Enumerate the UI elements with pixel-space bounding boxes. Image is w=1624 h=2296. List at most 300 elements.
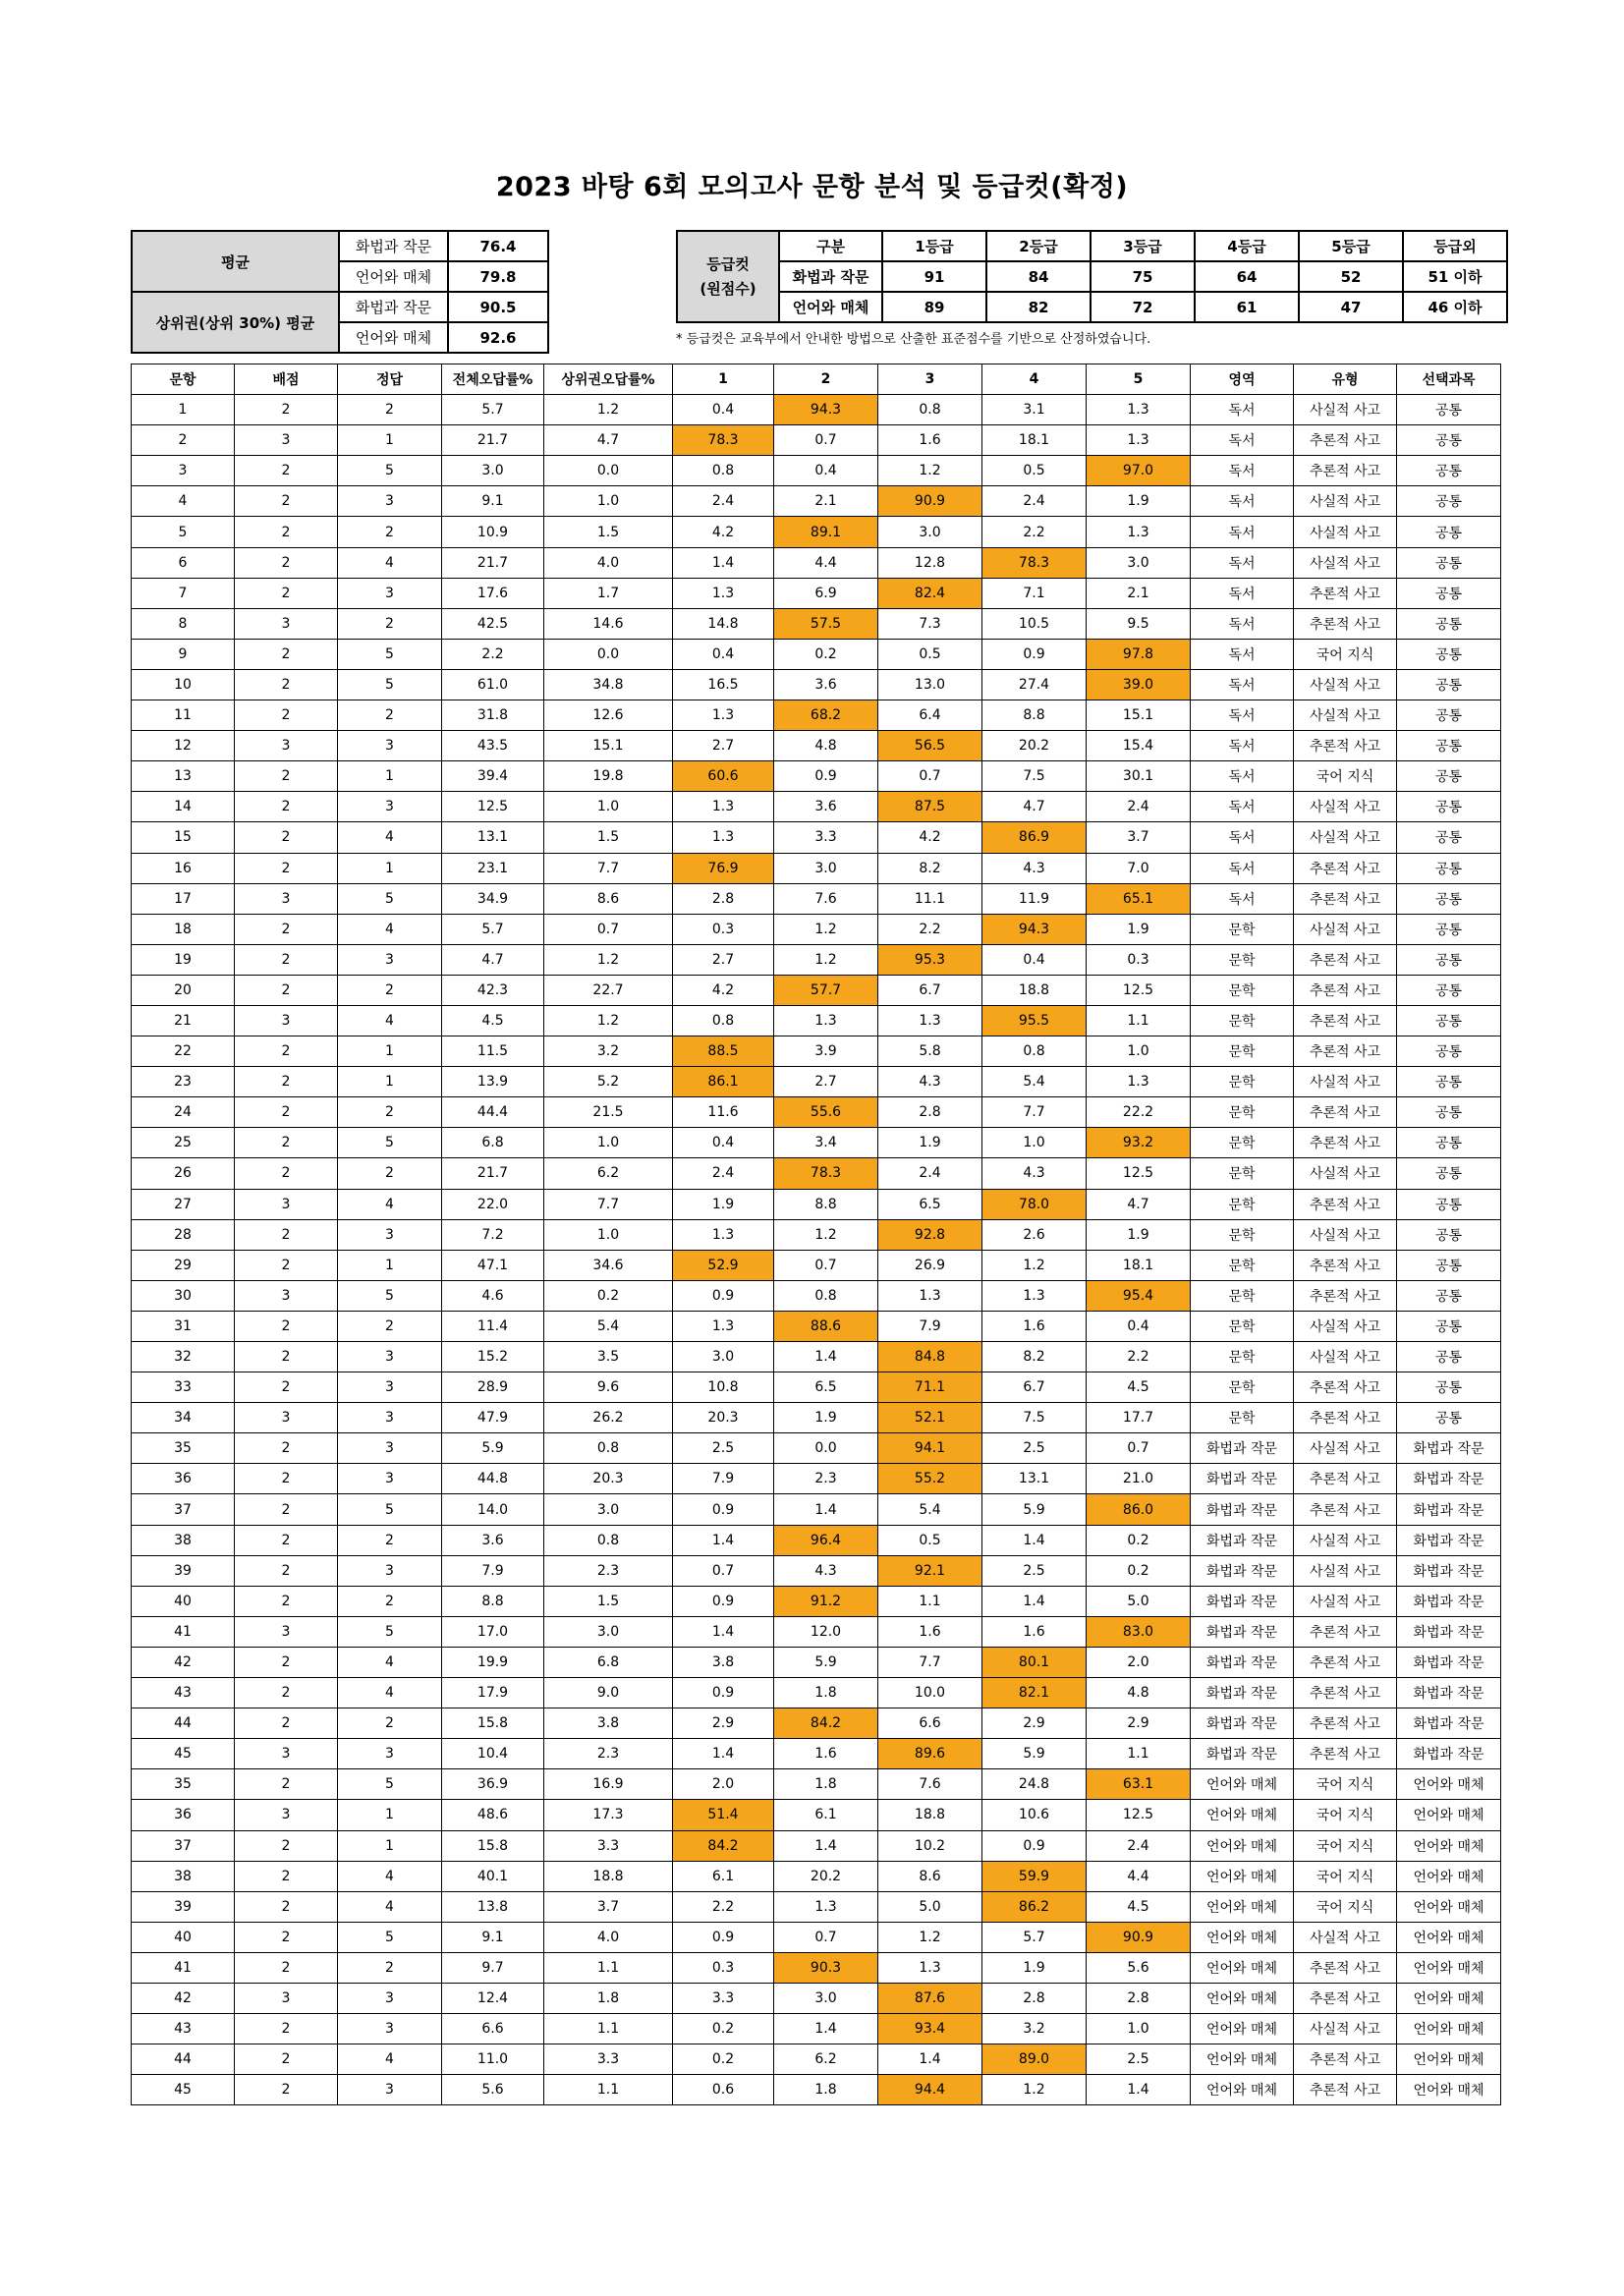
type: 추론적 사고 bbox=[1294, 1403, 1397, 1433]
choice-1-rate: 88.5 bbox=[673, 1036, 774, 1067]
total-wrong-rate: 44.4 bbox=[442, 1097, 544, 1128]
points: 2 bbox=[235, 1952, 338, 1983]
choice-5-rate: 12.5 bbox=[1087, 1800, 1191, 1830]
choice-2-rate: 1.2 bbox=[774, 1219, 878, 1250]
choice-5-rate: 3.7 bbox=[1087, 822, 1191, 853]
total-wrong-rate: 22.0 bbox=[442, 1189, 544, 1219]
choice-4-rate: 2.8 bbox=[982, 1983, 1087, 2013]
choice-3-rate: 10.0 bbox=[878, 1678, 982, 1708]
elective: 화법과 작문 bbox=[1397, 1494, 1501, 1525]
grade-cut-table bbox=[676, 230, 1508, 323]
total-wrong-rate: 21.7 bbox=[442, 547, 544, 578]
top-wrong-rate: 1.0 bbox=[544, 486, 673, 517]
total-wrong-rate: 15.8 bbox=[442, 1830, 544, 1861]
choice-1-rate: 1.4 bbox=[673, 1616, 774, 1647]
type: 국어 지식 bbox=[1294, 1891, 1397, 1922]
top-wrong-rate: 1.5 bbox=[544, 1586, 673, 1616]
elective: 언어와 매체 bbox=[1397, 2075, 1501, 2105]
question-number: 32 bbox=[132, 1342, 235, 1372]
choice-1-rate: 14.8 bbox=[673, 608, 774, 639]
table-row bbox=[132, 1678, 1501, 1708]
choice-5-rate: 12.5 bbox=[1087, 1158, 1191, 1189]
question-number: 33 bbox=[132, 1372, 235, 1403]
top-wrong-rate: 1.5 bbox=[544, 822, 673, 853]
choice-4-rate: 86.9 bbox=[982, 822, 1087, 853]
choice-1-rate: 4.2 bbox=[673, 517, 774, 547]
choice-1-rate: 3.8 bbox=[673, 1647, 774, 1677]
area: 독서 bbox=[1191, 486, 1294, 517]
choice-1-rate: 1.3 bbox=[673, 792, 774, 822]
choice-4-rate: 78.0 bbox=[982, 1189, 1087, 1219]
table-row bbox=[132, 1983, 1501, 2013]
choice-4-rate: 18.1 bbox=[982, 425, 1087, 456]
choice-1-rate: 7.9 bbox=[673, 1464, 774, 1494]
elective: 공통 bbox=[1397, 822, 1501, 853]
choice-2-rate: 3.4 bbox=[774, 1128, 878, 1158]
choice-2-rate: 1.8 bbox=[774, 2075, 878, 2105]
elective: 공통 bbox=[1397, 1097, 1501, 1128]
choice-2-rate: 1.6 bbox=[774, 1739, 878, 1769]
points: 2 bbox=[235, 2075, 338, 2105]
type: 추론적 사고 bbox=[1294, 456, 1397, 486]
choice-3-rate: 3.0 bbox=[878, 517, 982, 547]
total-wrong-rate: 36.9 bbox=[442, 1769, 544, 1800]
choice-1-rate: 1.3 bbox=[673, 822, 774, 853]
choice-1-rate: 2.7 bbox=[673, 944, 774, 975]
choice-3-rate: 11.1 bbox=[878, 883, 982, 914]
choice-3-rate: 1.2 bbox=[878, 456, 982, 486]
answer: 1 bbox=[338, 761, 442, 792]
area: 독서 bbox=[1191, 578, 1294, 608]
points: 3 bbox=[235, 1005, 338, 1036]
choice-3-rate: 1.3 bbox=[878, 1280, 982, 1311]
grade-cut-score: 47 bbox=[1299, 292, 1403, 322]
type: 사실적 사고 bbox=[1294, 792, 1397, 822]
total-wrong-rate: 5.6 bbox=[442, 2075, 544, 2105]
choice-1-rate: 2.4 bbox=[673, 486, 774, 517]
choice-2-rate: 1.4 bbox=[774, 1830, 878, 1861]
type: 사실적 사고 bbox=[1294, 914, 1397, 944]
choice-2-rate: 0.7 bbox=[774, 425, 878, 456]
elective: 화법과 작문 bbox=[1397, 1464, 1501, 1494]
question-number: 28 bbox=[132, 1219, 235, 1250]
answer: 4 bbox=[338, 1678, 442, 1708]
choice-1-rate: 0.9 bbox=[673, 1494, 774, 1525]
type: 추론적 사고 bbox=[1294, 1189, 1397, 1219]
choice-4-rate: 1.0 bbox=[982, 1128, 1087, 1158]
choice-1-rate: 78.3 bbox=[673, 425, 774, 456]
top-average-value: 92.6 bbox=[448, 322, 548, 353]
choice-4-rate: 1.3 bbox=[982, 1280, 1087, 1311]
type: 사실적 사고 bbox=[1294, 1158, 1397, 1189]
choice-2-rate: 89.1 bbox=[774, 517, 878, 547]
answer: 4 bbox=[338, 1189, 442, 1219]
area: 화법과 작문 bbox=[1191, 1708, 1294, 1739]
question-number: 11 bbox=[132, 700, 235, 731]
points: 2 bbox=[235, 1158, 338, 1189]
table-row bbox=[132, 1097, 1501, 1128]
total-wrong-rate: 3.0 bbox=[442, 456, 544, 486]
table-row bbox=[132, 547, 1501, 578]
total-wrong-rate: 13.1 bbox=[442, 822, 544, 853]
choice-5-rate: 1.9 bbox=[1087, 914, 1191, 944]
elective: 언어와 매체 bbox=[1397, 1830, 1501, 1861]
choice-3-rate: 18.8 bbox=[878, 1800, 982, 1830]
choice-4-rate: 13.1 bbox=[982, 1464, 1087, 1494]
table-row bbox=[132, 822, 1501, 853]
total-wrong-rate: 42.3 bbox=[442, 975, 544, 1005]
type: 사실적 사고 bbox=[1294, 2014, 1397, 2044]
answer: 3 bbox=[338, 1983, 442, 2013]
choice-3-rate: 90.9 bbox=[878, 486, 982, 517]
question-number: 23 bbox=[132, 1067, 235, 1097]
table-row bbox=[132, 944, 1501, 975]
points: 2 bbox=[235, 1586, 338, 1616]
choice-2-rate: 12.0 bbox=[774, 1616, 878, 1647]
total-wrong-rate: 12.4 bbox=[442, 1983, 544, 2013]
table-row bbox=[132, 1739, 1501, 1769]
question-number: 5 bbox=[132, 517, 235, 547]
choice-3-rate: 0.5 bbox=[878, 639, 982, 669]
grade-cut-label bbox=[677, 231, 779, 322]
question-number: 44 bbox=[132, 1708, 235, 1739]
question-number: 29 bbox=[132, 1250, 235, 1280]
top-wrong-rate: 0.8 bbox=[544, 1525, 673, 1555]
points: 3 bbox=[235, 1983, 338, 2013]
top-wrong-rate: 14.6 bbox=[544, 608, 673, 639]
top-wrong-rate: 3.0 bbox=[544, 1494, 673, 1525]
choice-3-rate: 1.6 bbox=[878, 425, 982, 456]
total-wrong-rate: 39.4 bbox=[442, 761, 544, 792]
choice-2-rate: 5.9 bbox=[774, 1647, 878, 1677]
question-number: 6 bbox=[132, 547, 235, 578]
area: 독서 bbox=[1191, 395, 1294, 425]
choice-2-rate: 6.1 bbox=[774, 1800, 878, 1830]
type: 사실적 사고 bbox=[1294, 1433, 1397, 1464]
points: 2 bbox=[235, 1219, 338, 1250]
points: 3 bbox=[235, 1739, 338, 1769]
type: 추론적 사고 bbox=[1294, 1280, 1397, 1311]
total-wrong-rate: 9.1 bbox=[442, 486, 544, 517]
area: 독서 bbox=[1191, 761, 1294, 792]
choice-1-rate: 0.4 bbox=[673, 639, 774, 669]
question-number: 41 bbox=[132, 1952, 235, 1983]
question-number: 20 bbox=[132, 975, 235, 1005]
type: 사실적 사고 bbox=[1294, 1067, 1397, 1097]
choice-5-rate: 1.1 bbox=[1087, 1739, 1191, 1769]
choice-4-rate: 94.3 bbox=[982, 914, 1087, 944]
choice-2-rate: 3.6 bbox=[774, 669, 878, 700]
choice-3-rate: 6.7 bbox=[878, 975, 982, 1005]
choice-3-rate: 6.6 bbox=[878, 1708, 982, 1739]
total-wrong-rate: 12.5 bbox=[442, 792, 544, 822]
answer: 2 bbox=[338, 1586, 442, 1616]
total-wrong-rate: 40.1 bbox=[442, 1861, 544, 1891]
table-row bbox=[132, 1219, 1501, 1250]
question-number: 8 bbox=[132, 608, 235, 639]
top-wrong-rate: 4.0 bbox=[544, 1922, 673, 1952]
type: 국어 지식 bbox=[1294, 1800, 1397, 1830]
area: 독서 bbox=[1191, 517, 1294, 547]
choice-2-rate: 0.0 bbox=[774, 1433, 878, 1464]
choice-5-rate: 65.1 bbox=[1087, 883, 1191, 914]
grade-cut-header: 3등급 bbox=[1091, 231, 1195, 261]
choice-5-rate: 5.6 bbox=[1087, 1952, 1191, 1983]
points: 2 bbox=[235, 1647, 338, 1677]
choice-1-rate: 2.8 bbox=[673, 883, 774, 914]
choice-2-rate: 2.7 bbox=[774, 1067, 878, 1097]
type: 추론적 사고 bbox=[1294, 1097, 1397, 1128]
points: 2 bbox=[235, 669, 338, 700]
choice-1-rate: 1.4 bbox=[673, 1739, 774, 1769]
total-wrong-rate: 61.0 bbox=[442, 669, 544, 700]
points: 2 bbox=[235, 1922, 338, 1952]
area: 문학 bbox=[1191, 914, 1294, 944]
average-subject: 화법과 작문 bbox=[339, 231, 448, 261]
top-wrong-rate: 1.1 bbox=[544, 2075, 673, 2105]
area: 언어와 매체 bbox=[1191, 1769, 1294, 1800]
choice-2-rate: 4.3 bbox=[774, 1555, 878, 1586]
area: 언어와 매체 bbox=[1191, 1800, 1294, 1830]
type: 사실적 사고 bbox=[1294, 1922, 1397, 1952]
choice-2-rate: 1.3 bbox=[774, 1891, 878, 1922]
choice-1-rate: 1.9 bbox=[673, 1189, 774, 1219]
choice-4-rate: 20.2 bbox=[982, 731, 1087, 761]
total-wrong-rate: 5.7 bbox=[442, 395, 544, 425]
type: 추론적 사고 bbox=[1294, 1250, 1397, 1280]
choice-4-rate: 11.9 bbox=[982, 883, 1087, 914]
total-wrong-rate: 13.9 bbox=[442, 1067, 544, 1097]
choice-2-rate: 7.6 bbox=[774, 883, 878, 914]
points: 3 bbox=[235, 1403, 338, 1433]
type: 국어 지식 bbox=[1294, 1830, 1397, 1861]
choice-5-rate: 0.4 bbox=[1087, 1311, 1191, 1341]
elective: 공통 bbox=[1397, 1219, 1501, 1250]
top-wrong-rate: 0.7 bbox=[544, 914, 673, 944]
choice-4-rate: 7.7 bbox=[982, 1097, 1087, 1128]
points: 2 bbox=[235, 1311, 338, 1341]
choice-5-rate: 39.0 bbox=[1087, 669, 1191, 700]
top-wrong-rate: 18.8 bbox=[544, 1861, 673, 1891]
points: 2 bbox=[235, 1433, 338, 1464]
choice-4-rate: 6.7 bbox=[982, 1372, 1087, 1403]
top-wrong-rate: 3.8 bbox=[544, 1708, 673, 1739]
elective: 화법과 작문 bbox=[1397, 1616, 1501, 1647]
choice-3-rate: 94.1 bbox=[878, 1433, 982, 1464]
choice-5-rate: 1.0 bbox=[1087, 1036, 1191, 1067]
elective: 화법과 작문 bbox=[1397, 1708, 1501, 1739]
question-number: 40 bbox=[132, 1922, 235, 1952]
elective: 공통 bbox=[1397, 731, 1501, 761]
header-total-wrong-rate: 전체오답률% bbox=[442, 364, 544, 395]
type: 사실적 사고 bbox=[1294, 395, 1397, 425]
elective: 공통 bbox=[1397, 425, 1501, 456]
choice-3-rate: 8.6 bbox=[878, 1861, 982, 1891]
elective: 언어와 매체 bbox=[1397, 1769, 1501, 1800]
total-wrong-rate: 17.0 bbox=[442, 1616, 544, 1647]
points: 2 bbox=[235, 944, 338, 975]
elective: 공통 bbox=[1397, 608, 1501, 639]
area: 화법과 작문 bbox=[1191, 1586, 1294, 1616]
choice-4-rate: 1.4 bbox=[982, 1525, 1087, 1555]
choice-5-rate: 15.4 bbox=[1087, 731, 1191, 761]
choice-5-rate: 4.5 bbox=[1087, 1372, 1191, 1403]
total-wrong-rate: 21.7 bbox=[442, 425, 544, 456]
points: 2 bbox=[235, 1525, 338, 1555]
table-row bbox=[132, 1433, 1501, 1464]
points: 2 bbox=[235, 456, 338, 486]
points: 3 bbox=[235, 425, 338, 456]
grade-cut-label-text: 등급컷 (원점수) bbox=[700, 254, 756, 298]
elective: 화법과 작문 bbox=[1397, 1525, 1501, 1555]
grade-cut-header: 5등급 bbox=[1299, 231, 1403, 261]
points: 2 bbox=[235, 1708, 338, 1739]
choice-3-rate: 2.4 bbox=[878, 1158, 982, 1189]
choice-3-rate: 84.8 bbox=[878, 1342, 982, 1372]
top-wrong-rate: 6.2 bbox=[544, 1158, 673, 1189]
answer: 4 bbox=[338, 1891, 442, 1922]
total-wrong-rate: 15.2 bbox=[442, 1342, 544, 1372]
elective: 화법과 작문 bbox=[1397, 1433, 1501, 1464]
total-wrong-rate: 17.6 bbox=[442, 578, 544, 608]
elective: 언어와 매체 bbox=[1397, 1861, 1501, 1891]
top-wrong-rate: 5.4 bbox=[544, 1311, 673, 1341]
choice-1-rate: 20.3 bbox=[673, 1403, 774, 1433]
type: 추론적 사고 bbox=[1294, 883, 1397, 914]
choice-4-rate: 0.9 bbox=[982, 1830, 1087, 1861]
points: 2 bbox=[235, 1036, 338, 1067]
choice-3-rate: 0.7 bbox=[878, 761, 982, 792]
elective: 공통 bbox=[1397, 761, 1501, 792]
answer: 5 bbox=[338, 456, 442, 486]
answer: 2 bbox=[338, 975, 442, 1005]
elective: 공통 bbox=[1397, 639, 1501, 669]
answer: 5 bbox=[338, 1494, 442, 1525]
total-wrong-rate: 7.9 bbox=[442, 1555, 544, 1586]
choice-4-rate: 2.4 bbox=[982, 486, 1087, 517]
question-number: 9 bbox=[132, 639, 235, 669]
type: 추론적 사고 bbox=[1294, 608, 1397, 639]
choice-3-rate: 52.1 bbox=[878, 1403, 982, 1433]
choice-1-rate: 1.3 bbox=[673, 578, 774, 608]
choice-4-rate: 89.0 bbox=[982, 2044, 1087, 2075]
top-average-value: 90.5 bbox=[448, 292, 548, 322]
top-wrong-rate: 3.7 bbox=[544, 1891, 673, 1922]
area: 독서 bbox=[1191, 669, 1294, 700]
type: 추론적 사고 bbox=[1294, 975, 1397, 1005]
choice-2-rate: 1.2 bbox=[774, 944, 878, 975]
item-analysis-table bbox=[131, 364, 1501, 2105]
answer: 3 bbox=[338, 792, 442, 822]
points: 2 bbox=[235, 547, 338, 578]
total-wrong-rate: 47.1 bbox=[442, 1250, 544, 1280]
question-number: 13 bbox=[132, 761, 235, 792]
table-row bbox=[132, 1311, 1501, 1341]
table-row bbox=[132, 700, 1501, 731]
total-wrong-rate: 13.8 bbox=[442, 1891, 544, 1922]
total-wrong-rate: 9.1 bbox=[442, 1922, 544, 1952]
question-number: 14 bbox=[132, 792, 235, 822]
choice-1-rate: 0.6 bbox=[673, 2075, 774, 2105]
table-row bbox=[132, 1586, 1501, 1616]
choice-2-rate: 3.3 bbox=[774, 822, 878, 853]
question-number: 16 bbox=[132, 853, 235, 883]
choice-5-rate: 90.9 bbox=[1087, 1922, 1191, 1952]
header-answer: 정답 bbox=[338, 364, 442, 395]
total-wrong-rate: 11.0 bbox=[442, 2044, 544, 2075]
area: 언어와 매체 bbox=[1191, 2014, 1294, 2044]
question-number: 38 bbox=[132, 1861, 235, 1891]
table-row bbox=[132, 669, 1501, 700]
points: 2 bbox=[235, 914, 338, 944]
area: 독서 bbox=[1191, 547, 1294, 578]
choice-1-rate: 2.0 bbox=[673, 1769, 774, 1800]
choice-2-rate: 3.9 bbox=[774, 1036, 878, 1067]
points: 3 bbox=[235, 1800, 338, 1830]
choice-4-rate: 7.1 bbox=[982, 578, 1087, 608]
total-wrong-rate: 11.5 bbox=[442, 1036, 544, 1067]
answer: 2 bbox=[338, 1158, 442, 1189]
choice-2-rate: 3.0 bbox=[774, 853, 878, 883]
answer: 1 bbox=[338, 1250, 442, 1280]
type: 추론적 사고 bbox=[1294, 1494, 1397, 1525]
average-value: 79.8 bbox=[448, 261, 548, 292]
choice-2-rate: 2.3 bbox=[774, 1464, 878, 1494]
area: 언어와 매체 bbox=[1191, 1891, 1294, 1922]
question-number: 41 bbox=[132, 1616, 235, 1647]
question-number: 31 bbox=[132, 1311, 235, 1341]
question-number: 38 bbox=[132, 1525, 235, 1555]
total-wrong-rate: 11.4 bbox=[442, 1311, 544, 1341]
choice-4-rate: 8.2 bbox=[982, 1342, 1087, 1372]
choice-5-rate: 2.0 bbox=[1087, 1647, 1191, 1677]
choice-3-rate: 0.8 bbox=[878, 395, 982, 425]
points: 2 bbox=[235, 1769, 338, 1800]
question-number: 39 bbox=[132, 1555, 235, 1586]
area: 화법과 작문 bbox=[1191, 1464, 1294, 1494]
type: 추론적 사고 bbox=[1294, 1647, 1397, 1677]
grade-cut-score: 52 bbox=[1299, 261, 1403, 292]
type: 국어 지식 bbox=[1294, 761, 1397, 792]
points: 2 bbox=[235, 395, 338, 425]
answer: 4 bbox=[338, 914, 442, 944]
total-wrong-rate: 10.9 bbox=[442, 517, 544, 547]
type: 국어 지식 bbox=[1294, 639, 1397, 669]
choice-1-rate: 6.1 bbox=[673, 1861, 774, 1891]
question-number: 17 bbox=[132, 883, 235, 914]
choice-1-rate: 0.9 bbox=[673, 1280, 774, 1311]
table-row bbox=[132, 2075, 1501, 2105]
elective: 언어와 매체 bbox=[1397, 1891, 1501, 1922]
answer: 4 bbox=[338, 2044, 442, 2075]
top-wrong-rate: 1.2 bbox=[544, 944, 673, 975]
choice-1-rate: 0.9 bbox=[673, 1678, 774, 1708]
total-wrong-rate: 19.9 bbox=[442, 1647, 544, 1677]
choice-4-rate: 0.4 bbox=[982, 944, 1087, 975]
choice-2-rate: 1.8 bbox=[774, 1678, 878, 1708]
points: 2 bbox=[235, 2014, 338, 2044]
choice-1-rate: 1.3 bbox=[673, 700, 774, 731]
choice-1-rate: 1.4 bbox=[673, 547, 774, 578]
type: 추론적 사고 bbox=[1294, 578, 1397, 608]
answer: 3 bbox=[338, 1403, 442, 1433]
elective: 언어와 매체 bbox=[1397, 1952, 1501, 1983]
total-wrong-rate: 44.8 bbox=[442, 1464, 544, 1494]
total-wrong-rate: 7.2 bbox=[442, 1219, 544, 1250]
answer: 3 bbox=[338, 578, 442, 608]
total-wrong-rate: 21.7 bbox=[442, 1158, 544, 1189]
choice-1-rate: 0.3 bbox=[673, 914, 774, 944]
